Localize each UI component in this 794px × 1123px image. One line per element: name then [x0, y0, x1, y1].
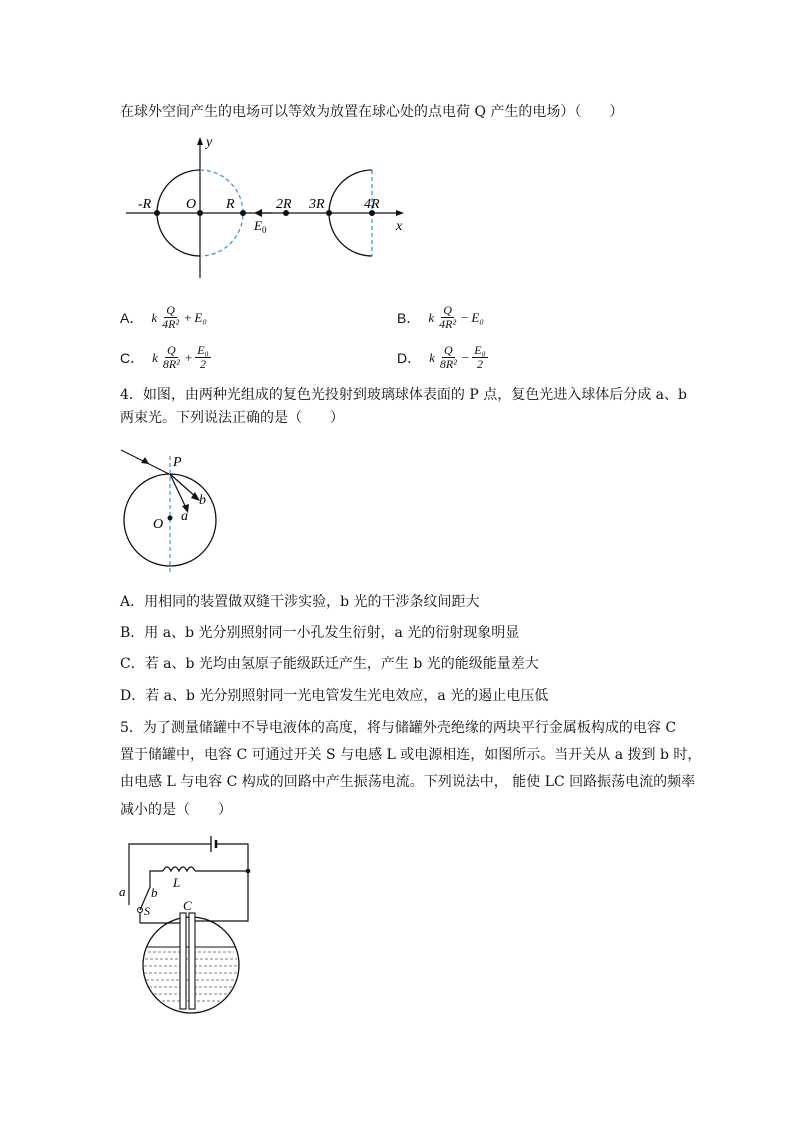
option-letter: C．	[120, 349, 145, 366]
label-b: b	[199, 493, 206, 508]
q5-stem-line4: 减小的是（ ）	[120, 802, 232, 818]
option-letter: D．	[397, 349, 422, 366]
label-e0: $E_0$	[254, 218, 267, 235]
q3-field-diagram	[120, 132, 420, 282]
label-o: O	[153, 517, 164, 532]
q5-lc-circuit-diagram	[115, 835, 265, 1020]
label-a: a	[181, 509, 188, 524]
option-expression: k $\frac{Q}{\text{4R²}}$ − E₀	[428, 303, 484, 331]
q5-stem-line3: 由电感 L 与电容 C 构成的回路中产生振荡电流。下列说法中， 能使 LC 回路振荡电流的频率	[120, 774, 696, 790]
label-4r: 4R	[364, 197, 380, 212]
q4-option-b[interactable]: B．用 a、b 光分别照射同一小孔发生衍射，a 光的衍射现象明显	[120, 625, 520, 641]
option-expression: k $\frac{Q}{\text{8R²}}$ − $\frac{\text{E₀}}{2}$	[429, 343, 486, 371]
label-neg-r: -R	[138, 197, 152, 212]
label-s: S	[144, 904, 150, 918]
option-expression: k $\frac{Q}{\text{8R²}}$ + $\frac{\text{E₀}}{2}$	[152, 343, 209, 371]
label-p: P	[173, 455, 182, 470]
axis-x-label: x	[396, 219, 403, 234]
label-c: C	[183, 898, 192, 913]
label-2r: 2R	[276, 197, 292, 212]
label-l: L	[173, 875, 181, 890]
q3-option-d[interactable]	[397, 344, 488, 371]
axis-y-label: y	[206, 135, 213, 150]
label-b: b	[151, 885, 158, 900]
label-r: R	[226, 197, 235, 212]
option-letter: B．	[397, 309, 421, 326]
q5-stem-line1: 5．为了测量储罐中不导电液体的高度，将与储罐外壳绝缘的两块平行金属板构成的电容 C	[120, 720, 677, 736]
q3-option-b[interactable]	[397, 304, 484, 331]
label-origin: O	[186, 197, 197, 212]
option-letter: A．	[120, 309, 144, 326]
q5-stem-line2: 置于储罐中，电容 C 可通过开关 S 与电感 L 或电源相连，如图所示。当开关从 a 拨到 b 时，	[120, 747, 702, 763]
q4-option-c[interactable]: C．若 a、b 光均由氢原子能级跃迁产生，产生 b 光的能级能量差大	[120, 656, 539, 672]
q3-option-c[interactable]	[120, 344, 211, 371]
label-a: a	[119, 884, 126, 899]
q4-stem-line1: 4．如图，由两种光组成的复色光投射到玻璃球体表面的 P 点，复色光进入球体后分成 a、b	[120, 387, 687, 403]
q3-option-a[interactable]	[120, 304, 207, 331]
q4-glass-sphere-diagram	[115, 440, 235, 580]
q4-option-d[interactable]: D．若 a、b 光分别照射同一光电管发生光电效应，a 光的遏止电压低	[120, 688, 549, 704]
q3-intro: 在球外空间产生的电场可以等效为放置在球心处的点电荷 Q 产生的电场）（ ）	[120, 104, 624, 120]
q4-stem-line2: 两束光。下列说法正确的是（ ）	[120, 410, 344, 426]
option-expression: k $\frac{Q}{\text{4R²}}$ + E₀	[151, 303, 207, 331]
q4-option-a[interactable]: A．用相同的装置做双缝干涉实验，b 光的干涉条纹间距大	[120, 594, 480, 610]
label-3r: 3R	[309, 197, 325, 212]
